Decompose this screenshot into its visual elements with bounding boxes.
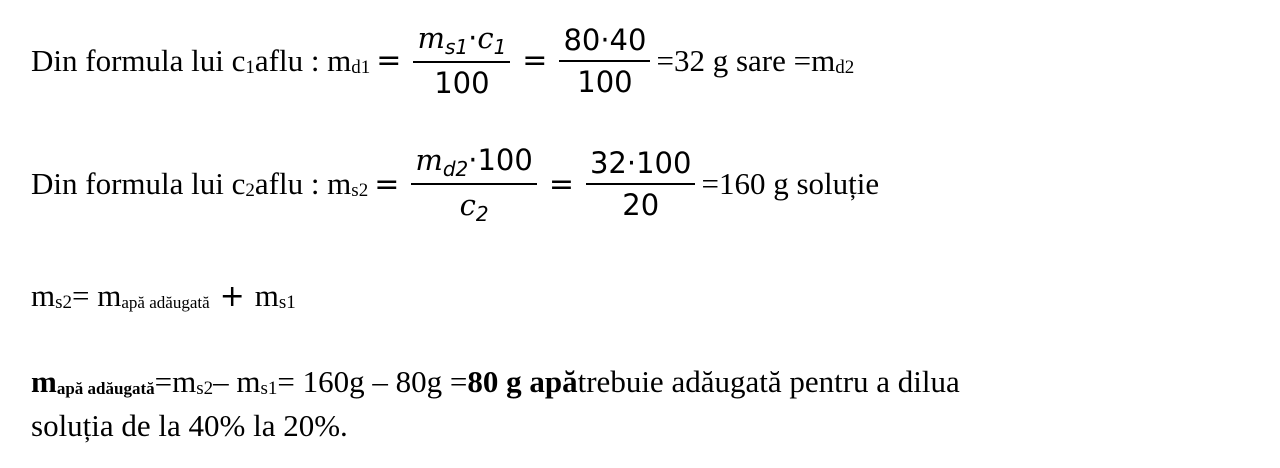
fraction-ms1-c1 [413,18,510,103]
subscript: apă adăugată [121,293,210,312]
equals-sign: = [548,166,574,202]
text: = 160g – 80g = [277,364,468,399]
result-text: =32 g sare =m [656,42,836,78]
conclusion-line [31,408,348,444]
denominator [456,185,493,228]
text: m [254,278,279,313]
subscript: s1 [278,292,296,313]
fraction-32x100-20 [586,143,695,225]
equals-sign: = [522,43,548,78]
subscript: s2 [55,292,73,313]
denominator: 100 [577,64,633,99]
text: Din formula lui c [31,42,246,78]
text: =m [154,364,197,399]
numerator: 80·40 [563,22,647,57]
text: m [31,278,56,313]
fraction-md2-100-c2 [411,140,537,228]
equation-ms2-sum [31,278,296,314]
var-sub: d2 [442,157,469,181]
var-sub: 1 [493,35,507,59]
dot: · [468,21,478,55]
var-sub: s1 [444,35,469,59]
equation-water-result [31,364,960,400]
var: m [417,21,445,55]
equals-sign: = [376,43,402,78]
text: aflu : m [254,166,352,201]
equals-sign: = [374,166,400,202]
plus-sign: + [219,278,245,314]
denominator: 100 [434,66,490,100]
denominator: 20 [622,188,660,222]
formula-line-ms2 [31,140,879,228]
subscript: 2 [245,180,255,201]
numerator: 32·100 [589,146,692,180]
fraction-80x40 [559,20,650,102]
subscript: d1 [351,56,371,78]
subscript: s1 [260,378,278,399]
text: soluția de la 40% la 20%. [31,408,348,443]
var: m [415,143,443,177]
subscript: d2 [835,56,855,78]
subscript: s2 [196,378,214,399]
result-text: =160 g soluție [701,166,880,201]
text: – m [213,364,261,399]
text: Din formula lui c [31,166,246,201]
subscript: apă adăugată [56,379,155,398]
text: = m [72,278,122,313]
formula-line-md1 [31,18,854,103]
numerator [411,140,537,183]
bold-result: 80 g apă [467,364,578,399]
var-sub: 2 [475,202,489,226]
subscript: 1 [245,56,255,78]
var: c [459,188,476,222]
subscript: s2 [351,180,369,201]
numerator [413,18,510,61]
num-rest: ·100 [468,143,533,177]
var: c [477,21,494,55]
text: aflu : m [254,42,352,78]
text: m [31,364,57,399]
text: trebuie adăugată pentru a dilua [577,364,960,399]
